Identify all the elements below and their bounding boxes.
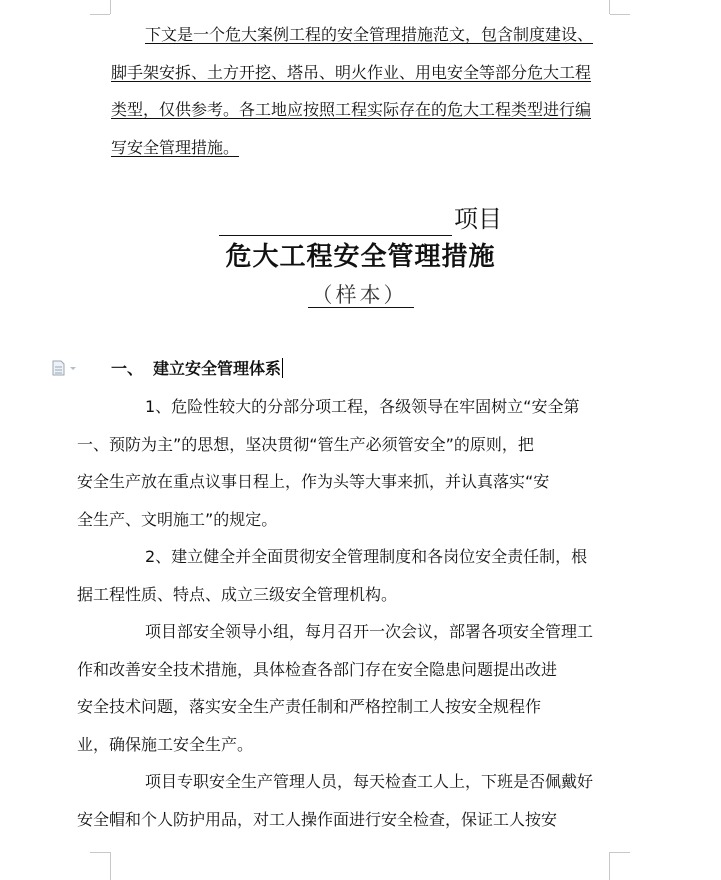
crop-mark <box>610 14 630 15</box>
section-heading[interactable] <box>111 355 283 383</box>
paragraph-menu-icon[interactable] <box>51 360 79 376</box>
paragraph-line: 一、预防为主”的思想，坚决贯彻“管生产必须管安全”的原则，把 <box>77 434 534 454</box>
body-paragraph[interactable] <box>77 613 611 763</box>
paragraph-line: 2、建立健全并全面贯彻安全管理制度和各岗位安全责任制，根 <box>145 547 588 566</box>
body-paragraph[interactable] <box>77 388 611 538</box>
paragraph-line: 全生产、文明施工”的规定。 <box>77 509 278 529</box>
paragraph-line: 安全帽和个人防护用品，对工人操作面进行安全检查，保证工人按安 <box>77 809 558 829</box>
intro-line: 脚手架安拆、土方开挖、塔吊、明火作业、用电安全等部分危大工程 <box>111 62 592 82</box>
intro-line: 写安全管理措施。 <box>111 137 240 157</box>
crop-mark <box>110 852 111 880</box>
body-paragraph[interactable] <box>77 763 611 838</box>
paragraph-line: 项目部安全领导小组，每月召开一次会议，部署各项安全管理工 <box>145 622 594 641</box>
sample-label <box>0 280 721 310</box>
crop-mark <box>110 0 111 14</box>
paragraph-line: 据工程性质、特点、成立三级安全管理机构。 <box>77 584 398 604</box>
intro-line: 下文是一个危大案例工程的安全管理措施范文，包含制度建设、 <box>145 25 594 44</box>
section-title: 建立安全管理体系 <box>153 359 282 378</box>
document-title: 危大工程安全管理措施 <box>225 242 496 272</box>
paragraph-line: 安全技术问题，落实安全生产责任制和严格控制工人按安全规程作 <box>77 697 542 716</box>
paragraph-line: 1、危险性较大的分部分项工程，各级领导在牢固树立“安全第 <box>145 397 580 416</box>
text-cursor <box>282 358 283 378</box>
intro-note[interactable] <box>111 16 611 166</box>
crop-mark <box>610 852 630 853</box>
project-name-line <box>0 202 721 236</box>
paragraph-line: 安全生产放在重点议事日程上，作为头等大事来抓，并认真落实“安 <box>77 472 550 491</box>
body-paragraph[interactable] <box>77 538 611 613</box>
section-number: 一、 <box>111 359 144 378</box>
project-name-blank[interactable] <box>219 209 452 236</box>
sample-text: （样本） <box>308 283 414 308</box>
crop-mark <box>90 14 110 15</box>
paragraph-line: 项目专职安全生产管理人员，每天检查工人上，下班是否佩戴好 <box>145 772 594 791</box>
project-suffix: 项目 <box>454 205 502 233</box>
crop-mark <box>609 0 610 14</box>
paragraph-line: 作和改善安全技术措施，具体检查各部门存在安全隐患问题提出改进 <box>77 659 558 679</box>
intro-line: 类型，仅供参考。各工地应按照工程实际存在的危大工程类型进行编 <box>111 100 592 119</box>
crop-mark <box>609 852 610 880</box>
crop-mark <box>90 852 110 853</box>
paragraph-line: 业，确保施工安全生产。 <box>77 734 254 754</box>
